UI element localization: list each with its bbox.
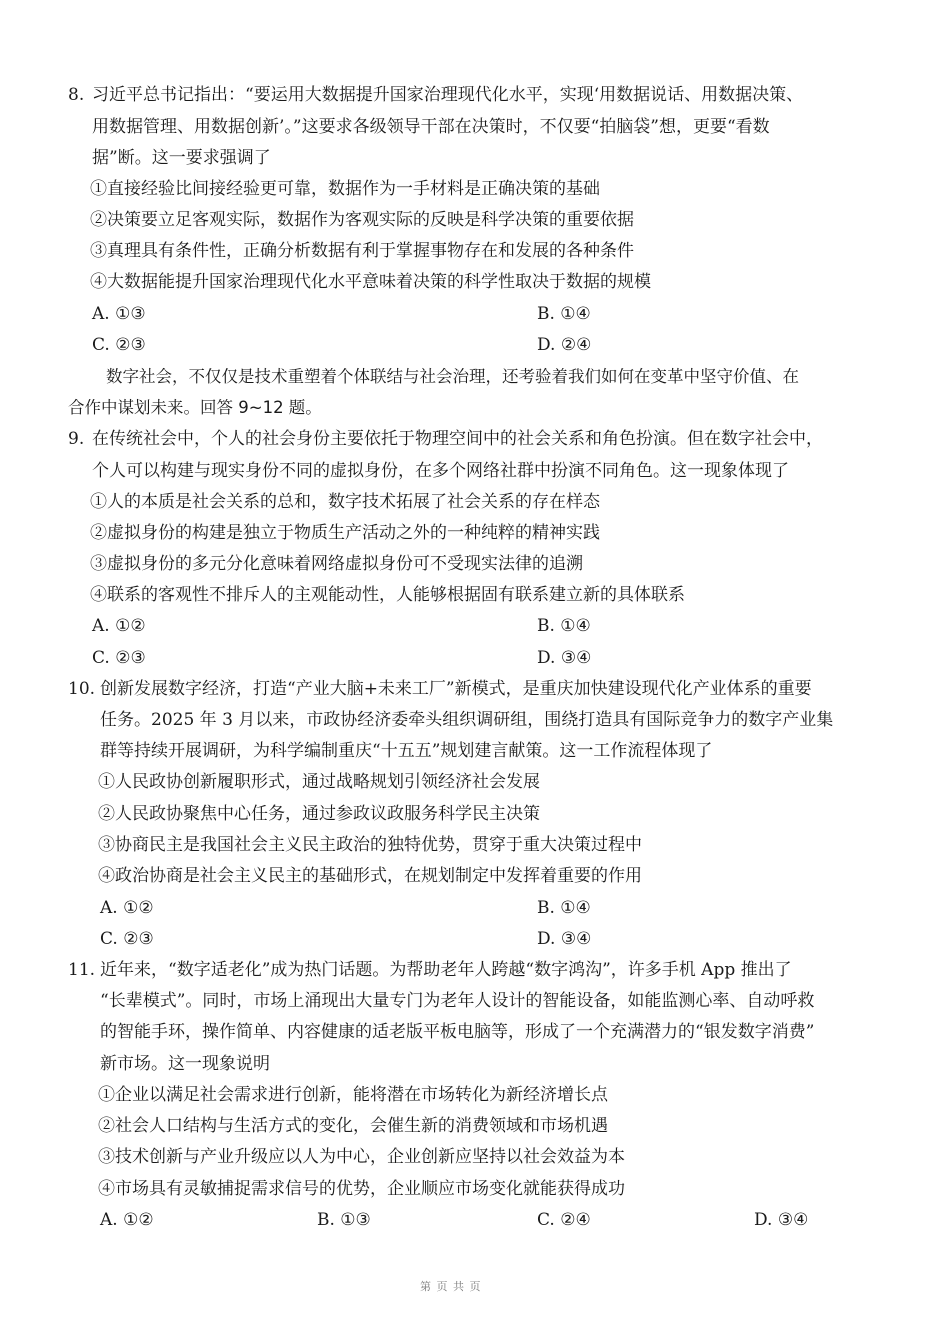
- question-11-option-a: A. ①②: [100, 1210, 154, 1230]
- page-footer: 第 页 共 页: [420, 1280, 482, 1293]
- question-8-option-c: C. ②③: [92, 335, 146, 355]
- question-10-item: ①人民政协创新履职形式，通过战略规划引领经济社会发展: [98, 772, 540, 792]
- question-9-item: ③虚拟身份的多元分化意味着网络虚拟身份可不受现实法律的追溯: [90, 554, 583, 574]
- question-10-option-c: C. ②③: [100, 929, 154, 949]
- section-intro-line: 合作中谋划未来。回答 9~12 题。: [68, 398, 322, 417]
- question-9-stem-line: 个人可以构建与现实身份不同的虚拟身份，在多个网络社群中扮演不同角色。这一现象体现了: [92, 461, 789, 481]
- question-8-option-a: A. ①③: [92, 304, 146, 324]
- question-11-option-d: D. ③④: [754, 1210, 809, 1230]
- question-10-stem-line: 任务。2025 年 3 月以来，市政协经济委牵头组织调研组，围绕打造具有国际竞争力的数字产业集: [100, 710, 834, 730]
- question-11-item: ①企业以满足社会需求进行创新，能将潜在市场转化为新经济增长点: [98, 1085, 608, 1105]
- question-11-item: ④市场具有灵敏捕捉需求信号的优势，企业顺应市场变化就能获得成功: [98, 1179, 625, 1199]
- question-10-stem-line: 群等持续开展调研，为科学编制重庆“十五五”规划建言献策。这一工作流程体现了: [100, 741, 713, 761]
- question-9-option-c: C. ②③: [92, 648, 146, 668]
- question-11-number: 11.: [68, 960, 96, 980]
- question-11-option-c: C. ②④: [537, 1210, 591, 1230]
- question-8-option-d: D. ②④: [537, 335, 592, 355]
- question-9-item: ①人的本质是社会关系的总和，数字技术拓展了社会关系的存在样态: [90, 492, 600, 512]
- question-10-option-d: D. ③④: [537, 929, 592, 949]
- question-9-option-d: D. ③④: [537, 648, 592, 668]
- question-9-option-a: A. ①②: [92, 616, 146, 636]
- question-8-stem-line: 据”断。这一要求强调了: [92, 148, 271, 168]
- question-10-stem-line: 创新发展数字经济，打造“产业大脑+未来工厂”新模式，是重庆加快建设现代化产业体系的重要: [100, 679, 812, 699]
- question-10-number: 10.: [68, 679, 96, 699]
- question-9-number: 9.: [68, 429, 85, 449]
- question-8-item: ④大数据能提升国家治理现代化水平意味着决策的科学性取决于数据的规模: [90, 272, 651, 292]
- section-intro-line: 数字社会，不仅仅是技术重塑着个体联结与社会治理，还考验着我们如何在变革中坚守价值、在: [106, 367, 799, 386]
- question-9-item: ②虚拟身份的构建是独立于物质生产活动之外的一种纯粹的精神实践: [90, 523, 600, 543]
- question-11-stem-line: “长辈模式”。同时，市场上涌现出大量专门为老年人设计的智能设备，如能监测心率、自动呼救: [100, 991, 815, 1011]
- question-8-option-b: B. ①④: [537, 304, 591, 324]
- question-10-item: ②人民政协聚焦中心任务，通过参政议政服务科学民主决策: [98, 804, 540, 824]
- question-11-stem-line: 的智能手环，操作简单、内容健康的适老版平板电脑等，形成了一个充满潜力的“银发数字消费”: [100, 1022, 815, 1042]
- question-9-option-b: B. ①④: [537, 616, 591, 636]
- question-8-stem-line: 用数据管理、用数据创新’。”这要求各级领导干部在决策时，不仅要“拍脑袋”想，更要“看数: [92, 117, 770, 137]
- question-10-option-b: B. ①④: [537, 898, 591, 918]
- question-11-item: ③技术创新与产业升级应以人为中心，企业创新应坚持以社会效益为本: [98, 1147, 625, 1167]
- question-8-item: ②决策要立足客观实际，数据作为客观实际的反映是科学决策的重要依据: [90, 210, 634, 230]
- question-8-item: ③真理具有条件性，正确分析数据有利于掌握事物存在和发展的各种条件: [90, 241, 634, 261]
- question-10-option-a: A. ①②: [100, 898, 154, 918]
- question-11-option-b: B. ①③: [317, 1210, 371, 1230]
- question-9-item: ④联系的客观性不排斥人的主观能动性，人能够根据固有联系建立新的具体联系: [90, 585, 685, 605]
- question-10-item: ④政治协商是社会主义民主的基础形式，在规划制定中发挥着重要的作用: [98, 866, 642, 886]
- question-8-stem-line: 习近平总书记指出：“要运用大数据提升国家治理现代化水平，实现‘用数据说话、用数据决策、: [92, 85, 804, 105]
- question-11-stem-line: 近年来，“数字适老化”成为热门话题。为帮助老年人跨越“数字鸿沟”，许多手机 App 推出了: [100, 960, 792, 980]
- question-8-item: ①直接经验比间接经验更可靠，数据作为一手材料是正确决策的基础: [90, 179, 600, 199]
- question-8-number: 8.: [68, 85, 85, 105]
- question-10-item: ③协商民主是我国社会主义民主政治的独特优势，贯穿于重大决策过程中: [98, 835, 642, 855]
- question-11-stem-line: 新市场。这一现象说明: [100, 1054, 270, 1074]
- question-11-item: ②社会人口结构与生活方式的变化，会催生新的消费领域和市场机遇: [98, 1116, 608, 1136]
- question-9-stem-line: 在传统社会中，个人的社会身份主要依托于物理空间中的社会关系和角色扮演。但在数字社会中，: [92, 429, 823, 449]
